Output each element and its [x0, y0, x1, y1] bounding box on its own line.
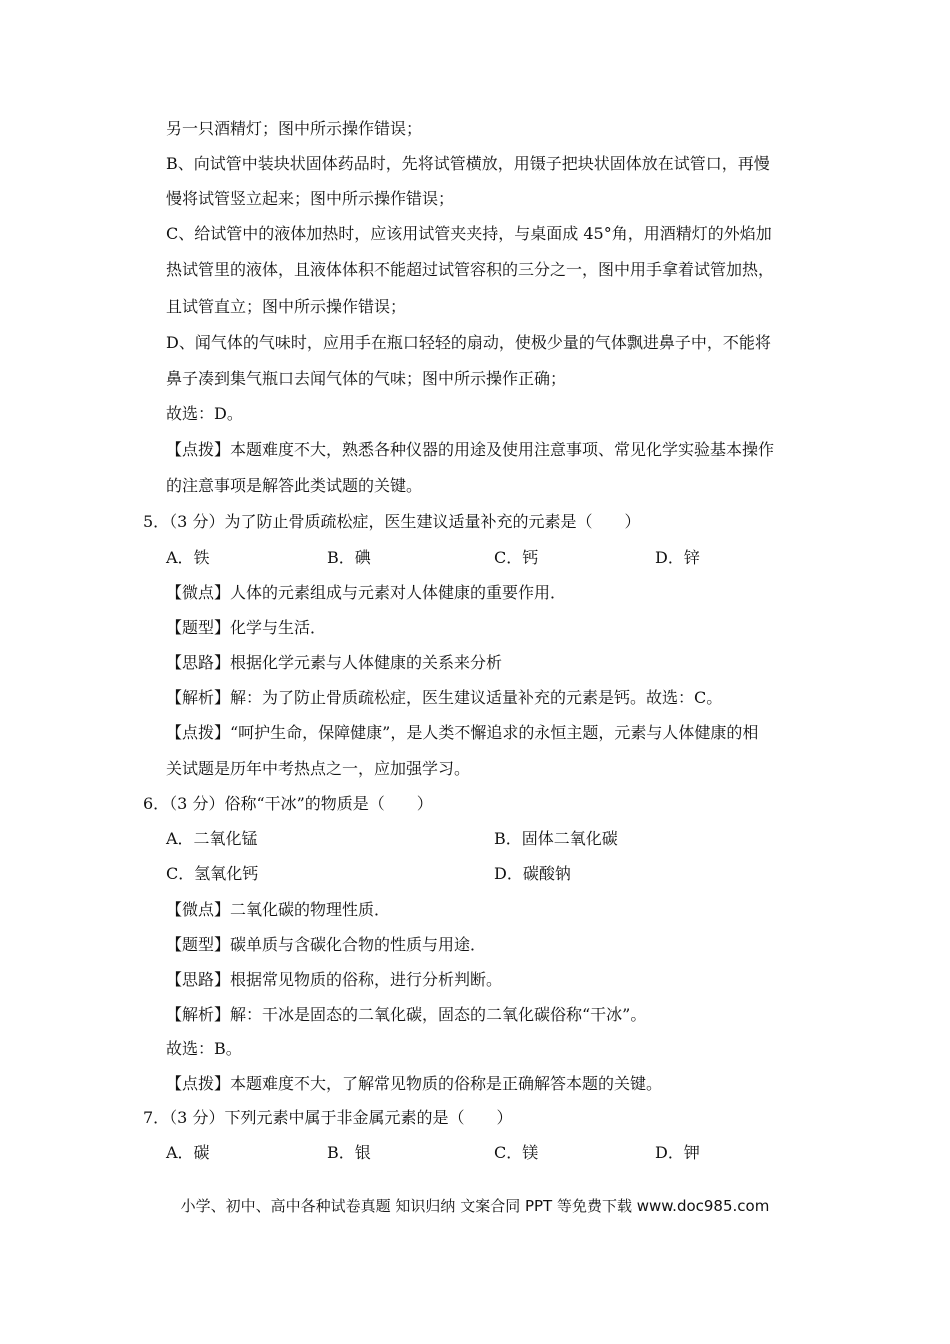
text-line: 鼻子凑到集气瓶口去闻气体的气味；图中所示操作正确；: [166, 369, 567, 388]
question-5-silu: 【思路】根据化学元素与人体健康的关系来分析: [166, 653, 503, 672]
text-line: 的注意事项是解答此类试题的关键。: [166, 476, 423, 495]
text-line: 且试管直立；图中所示操作错误；: [166, 297, 407, 316]
question-5-stem: 5．（3 分）为了防止骨质疏松症，医生建议适量补充的元素是（ ）: [143, 512, 641, 531]
text-line: 故选：D。: [166, 404, 243, 423]
question-5-weidian: 【微点】人体的元素组成与元素对人体健康的重要作用．: [166, 583, 567, 602]
question-6-jiexi: 【解析】解：干冰是固态的二氧化碳，固态的二氧化碳俗称“干冰”。: [166, 1005, 647, 1024]
question-6-answer: 故选：B。: [166, 1039, 242, 1058]
question-7-option-d: D．钾: [655, 1143, 700, 1162]
question-5-option-a: A．铁: [166, 548, 210, 567]
question-5-option-d: D．锌: [655, 548, 700, 567]
text-line: 【点拨】本题难度不大，熟悉各种仪器的用途及使用注意事项、常见化学实验基本操作: [166, 440, 775, 459]
text-line: C、给试管中的液体加热时，应该用试管夹夹持，与桌面成 45°角，用酒精灯的外焰加: [166, 224, 772, 243]
question-5-option-c: C．钙: [494, 548, 539, 567]
question-6-option-b: B．固体二氧化碳: [494, 829, 618, 848]
text-line: D、闻气体的气味时，应用手在瓶口轻轻的扇动，使极少量的气体飘进鼻子中，不能将: [166, 333, 771, 352]
question-7-stem: 7．（3 分）下列元素中属于非金属元素的是（ ）: [143, 1108, 513, 1127]
page-footer: 小学、初中、高中各种试卷真题 知识归纳 文案合同 PPT 等免费下载 www.doc985.com: [180, 1197, 770, 1215]
text-line: B、向试管中装块状固体药品时，先将试管横放，用镊子把块状固体放在试管口，再慢: [166, 154, 770, 173]
question-6-stem: 6．（3 分）俗称“干冰”的物质是（ ）: [143, 794, 433, 813]
text-line: 另一只酒精灯；图中所示操作错误；: [166, 119, 423, 138]
question-5-dianbo-cont: 关试题是历年中考热点之一，应加强学习。: [166, 759, 471, 778]
question-5-option-b: B．碘: [327, 548, 371, 567]
question-5-jiexi: 【解析】解：为了防止骨质疏松症，医生建议适量补充的元素是钙。故选：C。: [166, 688, 723, 707]
question-7-option-b: B．银: [327, 1143, 371, 1162]
question-6-tixing: 【题型】碳单质与含碳化合物的性质与用途．: [166, 935, 487, 954]
question-6-option-c: C．氢氧化钙: [166, 864, 259, 883]
question-5-tixing: 【题型】化学与生活．: [166, 618, 327, 637]
question-7-option-a: A．碳: [166, 1143, 210, 1162]
question-6-dianbo: 【点拨】本题难度不大，了解常见物质的俗称是正确解答本题的关键。: [166, 1074, 663, 1093]
question-5-dianbo: 【点拨】“呵护生命，保障健康”，是人类不懈追求的永恒主题，元素与人体健康的相: [166, 723, 759, 742]
text-line: 热试管里的液体，且液体体积不能超过试管容积的三分之一，图中用手拿着试管加热，: [166, 260, 775, 279]
question-6-option-d: D．碳酸钠: [494, 864, 571, 883]
question-6-weidian: 【微点】二氧化碳的物理性质．: [166, 900, 391, 919]
question-7-option-c: C．镁: [494, 1143, 539, 1162]
question-6-option-a: A．二氧化锰: [166, 829, 258, 848]
question-6-silu: 【思路】根据常见物质的俗称，进行分析判断。: [166, 970, 503, 989]
text-line: 慢将试管竖立起来；图中所示操作错误；: [166, 189, 455, 208]
